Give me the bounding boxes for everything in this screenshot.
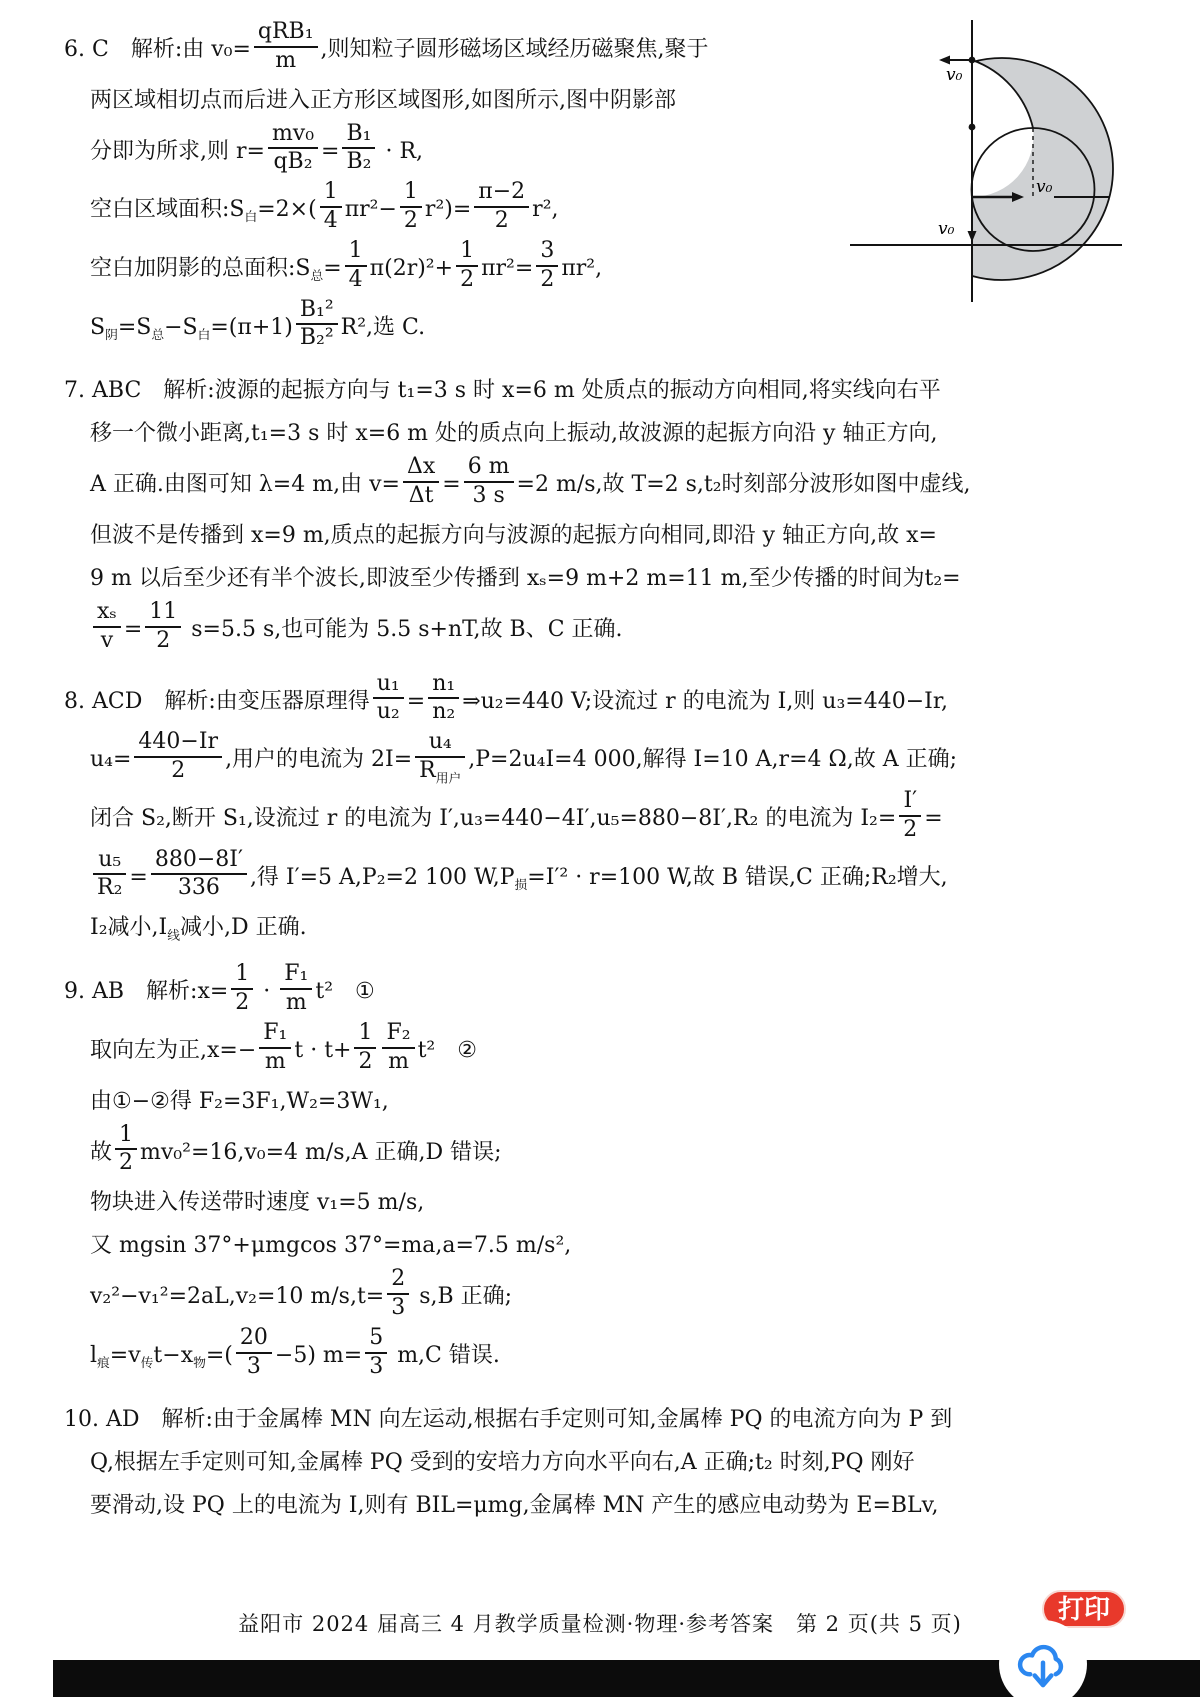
fraction: $\frac{6 m}{3 s}$: [464, 454, 514, 510]
fraction: $\frac{\text{u₁}}{\text{u₂}}$: [373, 671, 404, 727]
solution-line: 7. ABC 解析:波源的起振方向与 t₁=3 s 时 x=6 m 处质点的振动方向相同,将实线向右平: [64, 378, 941, 404]
v0-label-top: v₀: [946, 65, 963, 85]
solution-line: 两区域相切点而后进入正方形区域图形,如图所示,图中阴影部: [90, 87, 676, 113]
solution-7: [64, 371, 1146, 657]
magnetic-focusing-figure: [850, 12, 1135, 302]
cloud-download-icon: [1011, 1632, 1075, 1696]
fraction: $\frac{\text{xₛ}}{v}$: [93, 599, 121, 655]
print-button[interactable]: 打印: [1042, 1590, 1126, 1628]
fraction: $\frac{11}{2}$: [145, 599, 181, 655]
solution-line: 9 m 以后至少还有半个波长,即波至少传播到 xₛ=9 m+2 m=11 m,至少传播的时间为t₂=: [90, 565, 961, 591]
fraction: $\frac{880-8I'}{336}$: [151, 847, 247, 903]
fraction: $\frac{\text{F₁}}{m}$: [280, 961, 312, 1017]
fraction: $\frac{\text{mv₀}}{\text{qB₂}}$: [268, 121, 318, 177]
solution-line: $l_痕=v_传t-x_物=$( $\frac{20}{3}$ −5) m= $\frac{5}{3}$ m,C 错误.: [90, 1324, 500, 1379]
solution-line: 6. C 解析:由 v₀= $\frac{\text{qRB₁}}{m}$ ,则知粒子圆形磁场区域经历磁聚焦,聚于: [64, 19, 709, 73]
fraction: $\frac{\text{F₂}}{m}$: [382, 1020, 414, 1076]
solution-line: 移一个微小距离,t₁=3 s 时 x=6 m 处的质点向上振动,故波源的起振方向沿 y 轴正方向,: [90, 421, 938, 447]
fraction: $\frac{2}{3}$: [387, 1266, 409, 1322]
download-button[interactable]: [999, 1620, 1087, 1708]
solution-line: 又 mgsin 37°+μmgcos 37°=ma,a=7.5 m/s²,: [90, 1233, 572, 1259]
page-footer: 益阳市 2024 届高三 4 月教学质量检测·物理·参考答案 第 2 页(共 5 页): [238, 1612, 962, 1636]
solution-9: [64, 961, 1146, 1383]
fraction: $\frac{5}{3}$: [365, 1325, 387, 1381]
fraction: $\frac{\text{u₄}}{R_{用户}}$: [415, 729, 465, 785]
solution-line: u₄= $\frac{440-Ir}{2}$ ,用户的电流为 2I= $\frac{\text{u₄}}{R_{用户}}$ ,P=2u₄I=4 000,解得 I=10 A,r=4 Ω,故 A 正确;: [90, 729, 958, 787]
v0-label-bottom: v₀: [938, 219, 955, 239]
fraction: $\frac{1}{2}$: [115, 1122, 137, 1178]
solution-line: 故 $\frac{1}{2}$ mv₀²=16,v₀=4 m/s,A 正确,D 错误;: [90, 1121, 502, 1176]
top-arrowhead: [939, 56, 950, 65]
focus-point-top: [969, 57, 976, 64]
fraction: $\frac{I'}{2}$: [899, 788, 921, 844]
fraction: $\frac{1}{4}$: [320, 179, 342, 235]
fraction: $\frac{\text{n₁}}{\text{n₂}}$: [428, 671, 459, 727]
solution-line: $\frac{\text{u₅}}{\text{R₂}}$ = $\frac{880-8I'}{336}$ ,得 I′=5 A,P₂=2 100 $W,P_损=I'^2 \cdot r=100$ W,故 B 错误,C 正确;R₂增大,: [90, 850, 1146, 906]
fraction: $\frac{1}{2}$: [400, 179, 422, 235]
solution-line: 但波不是传播到 x=9 m,质点的起振方向与波源的起振方向相同,即沿 y 轴正方向,故 x=: [90, 522, 937, 548]
solution-line: 10. AD 解析:由于金属棒 MN 向左运动,根据右手定则可知,金属棒 PQ 的电流方向为 P 到: [64, 1406, 953, 1432]
solution-line: 8. ACD 解析:由变压器原理得 $\frac{\text{u₁}}{\text{u₂}}$ = $\frac{\text{n₁}}{\text{n₂}}$ ⇒u₂=440 V;设流过 r 的电流为 I,则 u₃=440−Ir,: [64, 670, 948, 725]
fraction: $\frac{1}{2}$: [231, 961, 253, 1017]
solution-line: Q,根据左手定则可知,金属棒 PQ 受到的安培力方向水平向右,A 正确;t₂ 时刻,PQ 刚好: [90, 1449, 915, 1475]
solution-line: 空白区域面积$:S_白=2\times$( $\frac{1}{4}$ πr²− $\frac{1}{2}$ r²)= $\frac{\pi-2}{2}$ r²,: [90, 179, 559, 234]
fraction: $\frac{3}{2}$: [536, 238, 558, 294]
solution-line: 物块进入传送带时速度 v₁=5 m/s,: [90, 1190, 425, 1216]
fraction: $\frac{1}{2}$: [354, 1020, 376, 1076]
solution-line: 由①−②得 F₂=3F₁,W₂=3W₁,: [90, 1088, 389, 1114]
fraction: $\frac{\text{qRB₁}}{m}$: [254, 19, 318, 75]
solution-line: 闭合 S₂,断开 S₁,设流过 r 的电流为 I′,u₃=440−4I′,u₅=880−8I′,R₂ 的电流为 I₂= $\frac{I'}{2}$ =: [90, 787, 943, 842]
solution-line: 9. AB 解析:x= $\frac{1}{2}$ · $\frac{\text{F₁}}{m}$ t² ①: [64, 961, 375, 1016]
solution-line: A 正确.由图可知 λ=4 m,由 v= $\frac{\Delta x}{\Delta t}$ = $\frac{6 m}{3 s}$ =2 m/s,故 T=2 s,t₂时刻部分波形如图中虚线,: [90, 454, 971, 509]
fraction: $\frac{20}{3}$: [236, 1325, 272, 1381]
fraction: $\frac{\pi-2}{2}$: [474, 179, 529, 235]
focus-point-middle: [969, 124, 976, 131]
v0-label-dash: v₀: [1036, 177, 1053, 197]
solution-line: 要滑动,设 PQ 上的电流为 I,则有 BIL=μmg,金属棒 MN 产生的感应电动势为 E=BLv,: [90, 1492, 939, 1518]
solution-line: I₂减小$,I_线$减小,D 正确.: [90, 915, 307, 944]
solution-line: 空白加阴影的总面积$:S_总=$ $\frac{1}{4}$ π(2r)²+ $\frac{1}{2}$ πr²= $\frac{3}{2}$ πr²,: [90, 237, 603, 292]
fraction: $\frac{\text{F₁}}{m}$: [259, 1020, 291, 1076]
solution-10: [64, 1400, 1146, 1526]
fraction: $\frac{1}{4}$: [345, 238, 367, 294]
fraction: $\frac{1}{2}$: [456, 238, 478, 294]
fraction: $\frac{\text{B₁}}{\text{B₂}}$: [342, 121, 375, 177]
fraction: $\frac{440-Ir}{2}$: [134, 729, 222, 785]
solution-line: $\frac{\text{xₛ}}{v}$ = $\frac{11}{2}$ s=5.5 s,也可能为 5.5 s+nT,故 B、C 正确.: [90, 602, 1146, 658]
solution-line: 分即为所求,则 r= $\frac{\text{mv₀}}{\text{qB₂}}$ = $\frac{\text{B₁}}{\text{B₂}}$ · R,: [90, 120, 424, 175]
fraction: $\frac{\Delta x}{\Delta t}$: [403, 454, 439, 510]
solution-line: $S_阴=S_总-S_白=(\pi+1)$ $\frac{\text{B₁²}}{\text{B₂²}}$ R²,选 C.: [90, 296, 426, 351]
fraction: $\frac{\text{u₅}}{\text{R₂}}$: [93, 847, 126, 903]
solution-8: [64, 670, 1146, 949]
fraction: $\frac{\text{B₁²}}{\text{B₂²}}$: [296, 297, 338, 353]
solution-line: 取向左为正,x=− $\frac{\text{F₁}}{m}$ t · t+ $\frac{1}{2}$ $\frac{\text{F₂}}{m}$ t² ②: [90, 1019, 477, 1074]
solution-line: v₂²−v₁²=2aL,v₂=10 m/s,t= $\frac{2}{3}$ s,B 正确;: [90, 1266, 513, 1321]
